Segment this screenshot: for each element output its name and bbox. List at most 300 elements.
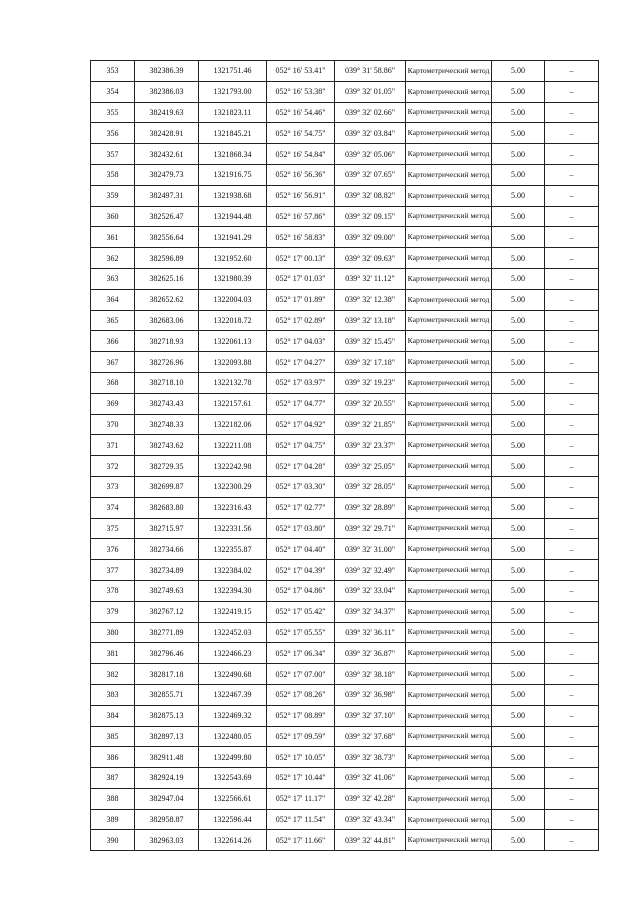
note-cell: – — [545, 144, 599, 165]
x-coordinate-cell: 382734.89 — [135, 560, 199, 581]
latitude-cell: 052° 16' 56.91" — [267, 185, 335, 206]
y-coordinate-cell: 1322300.29 — [199, 476, 267, 497]
table-row — [91, 601, 599, 622]
accuracy-cell: 5.00 — [492, 185, 545, 206]
note-cell: – — [545, 206, 599, 227]
y-coordinate-cell: 1322543.69 — [199, 768, 267, 789]
y-coordinate-cell: 1322132.78 — [199, 372, 267, 393]
longitude-cell: 039° 32' 03.84" — [335, 123, 406, 144]
latitude-cell: 052° 17' 05.55" — [267, 622, 335, 643]
accuracy-cell: 5.00 — [492, 102, 545, 123]
x-coordinate-cell: 382749.63 — [135, 580, 199, 601]
point-number-cell: 375 — [91, 518, 135, 539]
table-row — [91, 705, 599, 726]
y-coordinate-cell: 1322419.15 — [199, 601, 267, 622]
x-coordinate-cell: 382718.10 — [135, 372, 199, 393]
y-coordinate-cell: 1322394.30 — [199, 580, 267, 601]
latitude-cell: 052° 17' 00.13" — [267, 248, 335, 269]
latitude-cell: 052° 16' 53.38" — [267, 81, 335, 102]
method-cell: Картометрический метод — [406, 476, 492, 497]
latitude-cell: 052° 16' 54.75" — [267, 123, 335, 144]
longitude-cell: 039° 32' 32.49" — [335, 560, 406, 581]
point-number-cell: 362 — [91, 248, 135, 269]
y-coordinate-cell: 1321938.68 — [199, 185, 267, 206]
point-number-cell: 377 — [91, 560, 135, 581]
table-row — [91, 248, 599, 269]
point-number-cell: 374 — [91, 497, 135, 518]
longitude-cell: 039° 32' 07.65" — [335, 164, 406, 185]
x-coordinate-cell: 382652.62 — [135, 289, 199, 310]
point-number-cell: 383 — [91, 684, 135, 705]
method-cell: Картометрический метод — [406, 61, 492, 82]
y-coordinate-cell: 1322467.39 — [199, 684, 267, 705]
longitude-cell: 039° 32' 17.18" — [335, 352, 406, 373]
accuracy-cell: 5.00 — [492, 622, 545, 643]
y-coordinate-cell: 1321751.46 — [199, 61, 267, 82]
table-row — [91, 580, 599, 601]
x-coordinate-cell: 382699.87 — [135, 476, 199, 497]
method-cell: Картометрический метод — [406, 123, 492, 144]
note-cell: – — [545, 622, 599, 643]
y-coordinate-cell: 1322614.26 — [199, 830, 267, 851]
table-row — [91, 372, 599, 393]
latitude-cell: 052° 17' 08.89" — [267, 705, 335, 726]
latitude-cell: 052° 17' 04.92" — [267, 414, 335, 435]
y-coordinate-cell: 1322452.03 — [199, 622, 267, 643]
accuracy-cell: 5.00 — [492, 164, 545, 185]
point-number-cell: 369 — [91, 393, 135, 414]
latitude-cell: 052° 16' 58.83" — [267, 227, 335, 248]
note-cell: – — [545, 476, 599, 497]
accuracy-cell: 5.00 — [492, 61, 545, 82]
y-coordinate-cell: 1322004.03 — [199, 289, 267, 310]
point-number-cell: 378 — [91, 580, 135, 601]
table-row — [91, 435, 599, 456]
y-coordinate-cell: 1322018.72 — [199, 310, 267, 331]
method-cell: Картометрический метод — [406, 684, 492, 705]
note-cell: – — [545, 705, 599, 726]
longitude-cell: 039° 32' 44.81" — [335, 830, 406, 851]
longitude-cell: 039° 32' 20.55" — [335, 393, 406, 414]
table-row — [91, 331, 599, 352]
method-cell: Картометрический метод — [406, 705, 492, 726]
x-coordinate-cell: 382683.80 — [135, 497, 199, 518]
latitude-cell: 052° 17' 10.44" — [267, 768, 335, 789]
longitude-cell: 039° 32' 09.63" — [335, 248, 406, 269]
x-coordinate-cell: 382556.64 — [135, 227, 199, 248]
point-number-cell: 357 — [91, 144, 135, 165]
note-cell: – — [545, 227, 599, 248]
latitude-cell: 052° 17' 08.26" — [267, 684, 335, 705]
table-row — [91, 310, 599, 331]
method-cell: Картометрический метод — [406, 580, 492, 601]
point-number-cell: 382 — [91, 664, 135, 685]
longitude-cell: 039° 32' 37.68" — [335, 726, 406, 747]
method-cell: Картометрический метод — [406, 102, 492, 123]
note-cell: – — [545, 289, 599, 310]
method-cell: Картометрический метод — [406, 268, 492, 289]
x-coordinate-cell: 382817.18 — [135, 664, 199, 685]
table-row — [91, 268, 599, 289]
x-coordinate-cell: 382875.13 — [135, 705, 199, 726]
table-row — [91, 664, 599, 685]
y-coordinate-cell: 1322211.08 — [199, 435, 267, 456]
accuracy-cell: 5.00 — [492, 497, 545, 518]
table-row — [91, 164, 599, 185]
accuracy-cell: 5.00 — [492, 81, 545, 102]
accuracy-cell: 5.00 — [492, 476, 545, 497]
note-cell: – — [545, 747, 599, 768]
longitude-cell: 039° 32' 34.37" — [335, 601, 406, 622]
latitude-cell: 052° 17' 03.97" — [267, 372, 335, 393]
method-cell: Картометрический метод — [406, 809, 492, 830]
table-row — [91, 206, 599, 227]
longitude-cell: 039° 32' 38.18" — [335, 664, 406, 685]
y-coordinate-cell: 1322566.61 — [199, 788, 267, 809]
accuracy-cell: 5.00 — [492, 560, 545, 581]
note-cell: – — [545, 164, 599, 185]
longitude-cell: 039° 32' 37.10" — [335, 705, 406, 726]
table-row — [91, 809, 599, 830]
point-number-cell: 360 — [91, 206, 135, 227]
table-row — [91, 81, 599, 102]
method-cell: Картометрический метод — [406, 435, 492, 456]
longitude-cell: 039° 32' 28.05" — [335, 476, 406, 497]
y-coordinate-cell: 1321793.00 — [199, 81, 267, 102]
y-coordinate-cell: 1321868.34 — [199, 144, 267, 165]
y-coordinate-cell: 1322499.80 — [199, 747, 267, 768]
point-number-cell: 361 — [91, 227, 135, 248]
point-number-cell: 355 — [91, 102, 135, 123]
table-row — [91, 622, 599, 643]
note-cell: – — [545, 601, 599, 622]
accuracy-cell: 5.00 — [492, 248, 545, 269]
note-cell: – — [545, 414, 599, 435]
method-cell: Картометрический метод — [406, 788, 492, 809]
table-row — [91, 560, 599, 581]
note-cell: – — [545, 102, 599, 123]
longitude-cell: 039° 32' 29.71" — [335, 518, 406, 539]
point-number-cell: 370 — [91, 414, 135, 435]
x-coordinate-cell: 382479.73 — [135, 164, 199, 185]
note-cell: – — [545, 456, 599, 477]
coordinates-table — [90, 60, 599, 851]
accuracy-cell: 5.00 — [492, 372, 545, 393]
latitude-cell: 052° 17' 09.59" — [267, 726, 335, 747]
note-cell: – — [545, 393, 599, 414]
longitude-cell: 039° 32' 13.18" — [335, 310, 406, 331]
latitude-cell: 052° 17' 01.03" — [267, 268, 335, 289]
note-cell: – — [545, 123, 599, 144]
latitude-cell: 052° 17' 04.27" — [267, 352, 335, 373]
latitude-cell: 052° 16' 54.84" — [267, 144, 335, 165]
latitude-cell: 052° 17' 05.42" — [267, 601, 335, 622]
y-coordinate-cell: 1322316.43 — [199, 497, 267, 518]
table-row — [91, 518, 599, 539]
table-row — [91, 414, 599, 435]
longitude-cell: 039° 32' 12.38" — [335, 289, 406, 310]
note-cell: – — [545, 497, 599, 518]
method-cell: Картометрический метод — [406, 747, 492, 768]
method-cell: Картометрический метод — [406, 81, 492, 102]
x-coordinate-cell: 382432.61 — [135, 144, 199, 165]
point-number-cell: 363 — [91, 268, 135, 289]
longitude-cell: 039° 32' 11.12" — [335, 268, 406, 289]
y-coordinate-cell: 1321941.29 — [199, 227, 267, 248]
accuracy-cell: 5.00 — [492, 227, 545, 248]
latitude-cell: 052° 17' 04.28" — [267, 456, 335, 477]
accuracy-cell: 5.00 — [492, 310, 545, 331]
method-cell: Картометрический метод — [406, 331, 492, 352]
note-cell: – — [545, 830, 599, 851]
point-number-cell: 356 — [91, 123, 135, 144]
y-coordinate-cell: 1321916.75 — [199, 164, 267, 185]
note-cell: – — [545, 435, 599, 456]
method-cell: Картометрический метод — [406, 372, 492, 393]
table-row — [91, 497, 599, 518]
longitude-cell: 039° 32' 36.11" — [335, 622, 406, 643]
x-coordinate-cell: 382526.47 — [135, 206, 199, 227]
y-coordinate-cell: 1321952.60 — [199, 248, 267, 269]
x-coordinate-cell: 382767.12 — [135, 601, 199, 622]
latitude-cell: 052° 17' 10.05" — [267, 747, 335, 768]
note-cell: – — [545, 643, 599, 664]
y-coordinate-cell: 1322061.13 — [199, 331, 267, 352]
method-cell: Картометрический метод — [406, 664, 492, 685]
x-coordinate-cell: 382625.16 — [135, 268, 199, 289]
accuracy-cell: 5.00 — [492, 289, 545, 310]
y-coordinate-cell: 1321980.39 — [199, 268, 267, 289]
accuracy-cell: 5.00 — [492, 726, 545, 747]
y-coordinate-cell: 1322331.56 — [199, 518, 267, 539]
accuracy-cell: 5.00 — [492, 601, 545, 622]
longitude-cell: 039° 32' 09.15" — [335, 206, 406, 227]
method-cell: Картометрический метод — [406, 560, 492, 581]
note-cell: – — [545, 726, 599, 747]
latitude-cell: 052° 17' 04.40" — [267, 539, 335, 560]
note-cell: – — [545, 684, 599, 705]
x-coordinate-cell: 382386.03 — [135, 81, 199, 102]
method-cell: Картометрический метод — [406, 768, 492, 789]
point-number-cell: 354 — [91, 81, 135, 102]
method-cell: Картометрический метод — [406, 414, 492, 435]
x-coordinate-cell: 382771.89 — [135, 622, 199, 643]
point-number-cell: 385 — [91, 726, 135, 747]
y-coordinate-cell: 1322182.06 — [199, 414, 267, 435]
point-number-cell: 390 — [91, 830, 135, 851]
accuracy-cell: 5.00 — [492, 268, 545, 289]
table-row — [91, 393, 599, 414]
longitude-cell: 039° 31' 58.86" — [335, 61, 406, 82]
accuracy-cell: 5.00 — [492, 456, 545, 477]
note-cell: – — [545, 248, 599, 269]
accuracy-cell: 5.00 — [492, 435, 545, 456]
note-cell: – — [545, 61, 599, 82]
point-number-cell: 353 — [91, 61, 135, 82]
method-cell: Картометрический метод — [406, 518, 492, 539]
table-row — [91, 788, 599, 809]
longitude-cell: 039° 32' 23.37" — [335, 435, 406, 456]
point-number-cell: 358 — [91, 164, 135, 185]
accuracy-cell: 5.00 — [492, 331, 545, 352]
y-coordinate-cell: 1322157.61 — [199, 393, 267, 414]
method-cell: Картометрический метод — [406, 227, 492, 248]
accuracy-cell: 5.00 — [492, 144, 545, 165]
x-coordinate-cell: 382743.43 — [135, 393, 199, 414]
method-cell: Картометрический метод — [406, 144, 492, 165]
x-coordinate-cell: 382963.03 — [135, 830, 199, 851]
accuracy-cell: 5.00 — [492, 414, 545, 435]
y-coordinate-cell: 1322093.88 — [199, 352, 267, 373]
latitude-cell: 052° 16' 53.41" — [267, 61, 335, 82]
method-cell: Картометрический метод — [406, 456, 492, 477]
x-coordinate-cell: 382748.33 — [135, 414, 199, 435]
table-row — [91, 747, 599, 768]
table-row — [91, 768, 599, 789]
table-row — [91, 227, 599, 248]
method-cell: Картометрический метод — [406, 539, 492, 560]
point-number-cell: 372 — [91, 456, 135, 477]
table-row — [91, 185, 599, 206]
note-cell: – — [545, 518, 599, 539]
y-coordinate-cell: 1322469.32 — [199, 705, 267, 726]
table-row — [91, 352, 599, 373]
note-cell: – — [545, 331, 599, 352]
x-coordinate-cell: 382796.46 — [135, 643, 199, 664]
latitude-cell: 052° 17' 11.66" — [267, 830, 335, 851]
method-cell: Картометрический метод — [406, 206, 492, 227]
accuracy-cell: 5.00 — [492, 809, 545, 830]
point-number-cell: 380 — [91, 622, 135, 643]
latitude-cell: 052° 17' 11.17" — [267, 788, 335, 809]
point-number-cell: 366 — [91, 331, 135, 352]
accuracy-cell: 5.00 — [492, 518, 545, 539]
y-coordinate-cell: 1322480.05 — [199, 726, 267, 747]
method-cell: Картометрический метод — [406, 622, 492, 643]
method-cell: Картометрический метод — [406, 393, 492, 414]
latitude-cell: 052° 16' 57.86" — [267, 206, 335, 227]
accuracy-cell: 5.00 — [492, 539, 545, 560]
y-coordinate-cell: 1322596.44 — [199, 809, 267, 830]
table-row — [91, 123, 599, 144]
x-coordinate-cell: 382924.19 — [135, 768, 199, 789]
point-number-cell: 359 — [91, 185, 135, 206]
x-coordinate-cell: 382958.87 — [135, 809, 199, 830]
point-number-cell: 389 — [91, 809, 135, 830]
accuracy-cell: 5.00 — [492, 705, 545, 726]
note-cell: – — [545, 809, 599, 830]
note-cell: – — [545, 768, 599, 789]
note-cell: – — [545, 539, 599, 560]
x-coordinate-cell: 382855.71 — [135, 684, 199, 705]
note-cell: – — [545, 788, 599, 809]
note-cell: – — [545, 560, 599, 581]
point-number-cell: 384 — [91, 705, 135, 726]
method-cell: Картометрический метод — [406, 830, 492, 851]
point-number-cell: 379 — [91, 601, 135, 622]
latitude-cell: 052° 17' 04.77" — [267, 393, 335, 414]
method-cell: Картометрический метод — [406, 310, 492, 331]
point-number-cell: 388 — [91, 788, 135, 809]
longitude-cell: 039° 32' 09.00" — [335, 227, 406, 248]
latitude-cell: 052° 17' 04.86" — [267, 580, 335, 601]
table-row — [91, 684, 599, 705]
y-coordinate-cell: 1322355.87 — [199, 539, 267, 560]
longitude-cell: 039° 32' 41.06" — [335, 768, 406, 789]
accuracy-cell: 5.00 — [492, 830, 545, 851]
x-coordinate-cell: 382726.96 — [135, 352, 199, 373]
note-cell: – — [545, 185, 599, 206]
latitude-cell: 052° 17' 02.77" — [267, 497, 335, 518]
latitude-cell: 052° 17' 01.89" — [267, 289, 335, 310]
longitude-cell: 039° 32' 36.87" — [335, 643, 406, 664]
point-number-cell: 368 — [91, 372, 135, 393]
accuracy-cell: 5.00 — [492, 768, 545, 789]
accuracy-cell: 5.00 — [492, 643, 545, 664]
latitude-cell: 052° 17' 04.03" — [267, 331, 335, 352]
longitude-cell: 039° 32' 31.00" — [335, 539, 406, 560]
longitude-cell: 039° 32' 15.45" — [335, 331, 406, 352]
table-row — [91, 289, 599, 310]
accuracy-cell: 5.00 — [492, 664, 545, 685]
x-coordinate-cell: 382715.97 — [135, 518, 199, 539]
method-cell: Картометрический метод — [406, 643, 492, 664]
longitude-cell: 039° 32' 08.82" — [335, 185, 406, 206]
y-coordinate-cell: 1322490.68 — [199, 664, 267, 685]
x-coordinate-cell: 382897.13 — [135, 726, 199, 747]
longitude-cell: 039° 32' 33.04" — [335, 580, 406, 601]
x-coordinate-cell: 382718.93 — [135, 331, 199, 352]
table-row — [91, 456, 599, 477]
method-cell: Картометрический метод — [406, 497, 492, 518]
table-row — [91, 643, 599, 664]
table-row — [91, 476, 599, 497]
table-row — [91, 144, 599, 165]
table-row — [91, 102, 599, 123]
accuracy-cell: 5.00 — [492, 788, 545, 809]
table-row — [91, 726, 599, 747]
x-coordinate-cell: 382734.66 — [135, 539, 199, 560]
note-cell: – — [545, 81, 599, 102]
latitude-cell: 052° 17' 11.54" — [267, 809, 335, 830]
method-cell: Картометрический метод — [406, 185, 492, 206]
y-coordinate-cell: 1321845.21 — [199, 123, 267, 144]
x-coordinate-cell: 382419.63 — [135, 102, 199, 123]
y-coordinate-cell: 1321823.11 — [199, 102, 267, 123]
accuracy-cell: 5.00 — [492, 393, 545, 414]
method-cell: Картометрический метод — [406, 352, 492, 373]
point-number-cell: 386 — [91, 747, 135, 768]
point-number-cell: 365 — [91, 310, 135, 331]
longitude-cell: 039° 32' 21.85" — [335, 414, 406, 435]
longitude-cell: 039° 32' 36.98" — [335, 684, 406, 705]
latitude-cell: 052° 17' 03.30" — [267, 476, 335, 497]
table-row — [91, 61, 599, 82]
method-cell: Картометрический метод — [406, 164, 492, 185]
longitude-cell: 039° 32' 25.05" — [335, 456, 406, 477]
latitude-cell: 052° 16' 54.46" — [267, 102, 335, 123]
point-number-cell: 376 — [91, 539, 135, 560]
latitude-cell: 052° 16' 56.36" — [267, 164, 335, 185]
x-coordinate-cell: 382743.62 — [135, 435, 199, 456]
x-coordinate-cell: 382497.31 — [135, 185, 199, 206]
longitude-cell: 039° 32' 19.23" — [335, 372, 406, 393]
latitude-cell: 052° 17' 06.34" — [267, 643, 335, 664]
note-cell: – — [545, 372, 599, 393]
accuracy-cell: 5.00 — [492, 580, 545, 601]
note-cell: – — [545, 664, 599, 685]
note-cell: – — [545, 580, 599, 601]
